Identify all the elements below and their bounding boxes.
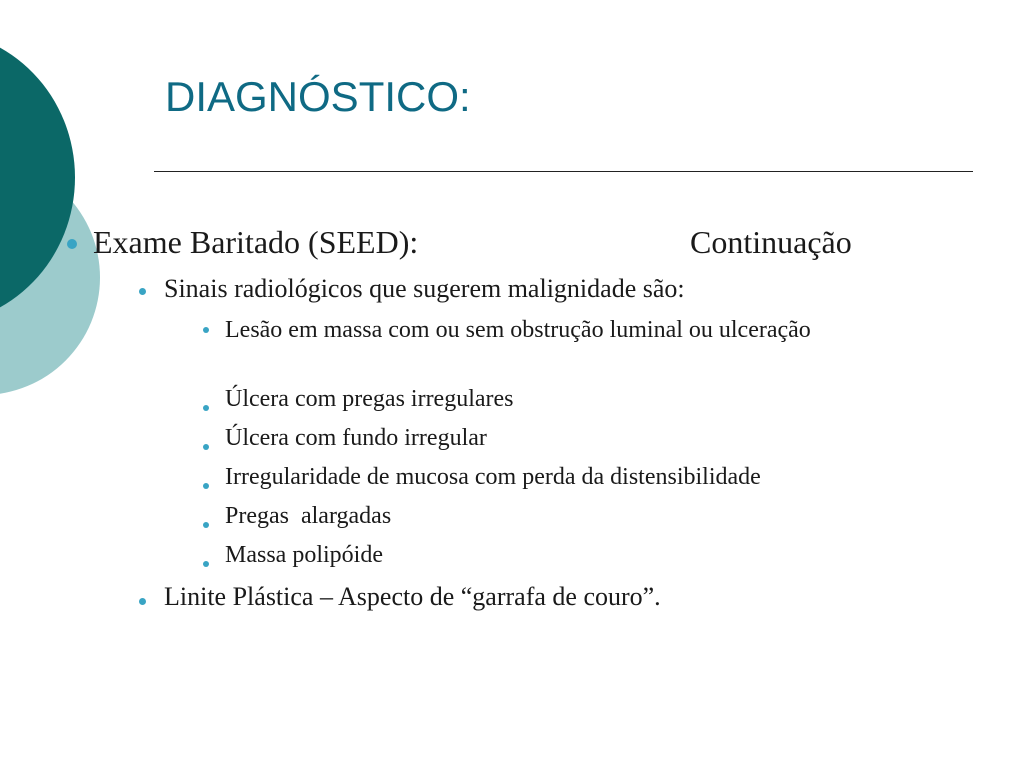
bullet-icon	[203, 561, 209, 567]
bullet-icon	[139, 598, 146, 605]
bullet-icon	[203, 522, 209, 528]
level3-item: Pregas alargadas	[225, 503, 392, 529]
level2-item: Sinais radiológicos que sugerem malignidade são:	[164, 274, 685, 303]
level3-item: Úlcera com pregas irregulares	[225, 386, 514, 412]
continuation-label: Continuação	[690, 224, 852, 260]
bullet-icon	[203, 483, 209, 489]
bullet-icon	[203, 444, 209, 450]
bullet-icon	[203, 405, 209, 411]
level2-item: Linite Plástica – Aspecto de “garrafa de couro”.	[164, 582, 661, 611]
slide-title: DIAGNÓSTICO:	[165, 73, 471, 120]
bullet-icon	[203, 327, 209, 333]
level3-item: Lesão em massa com ou sem obstrução luminal ou ulceração	[225, 317, 811, 343]
level1-item: Exame Baritado (SEED):	[93, 224, 419, 260]
bullet-icon	[139, 288, 146, 295]
level3-item: Irregularidade de mucosa com perda da distensibilidade	[225, 464, 761, 490]
level3-item: Úlcera com fundo irregular	[225, 425, 487, 451]
title-divider	[154, 171, 973, 172]
level3-item: Massa polipóide	[225, 542, 383, 568]
bullet-icon	[67, 239, 77, 249]
